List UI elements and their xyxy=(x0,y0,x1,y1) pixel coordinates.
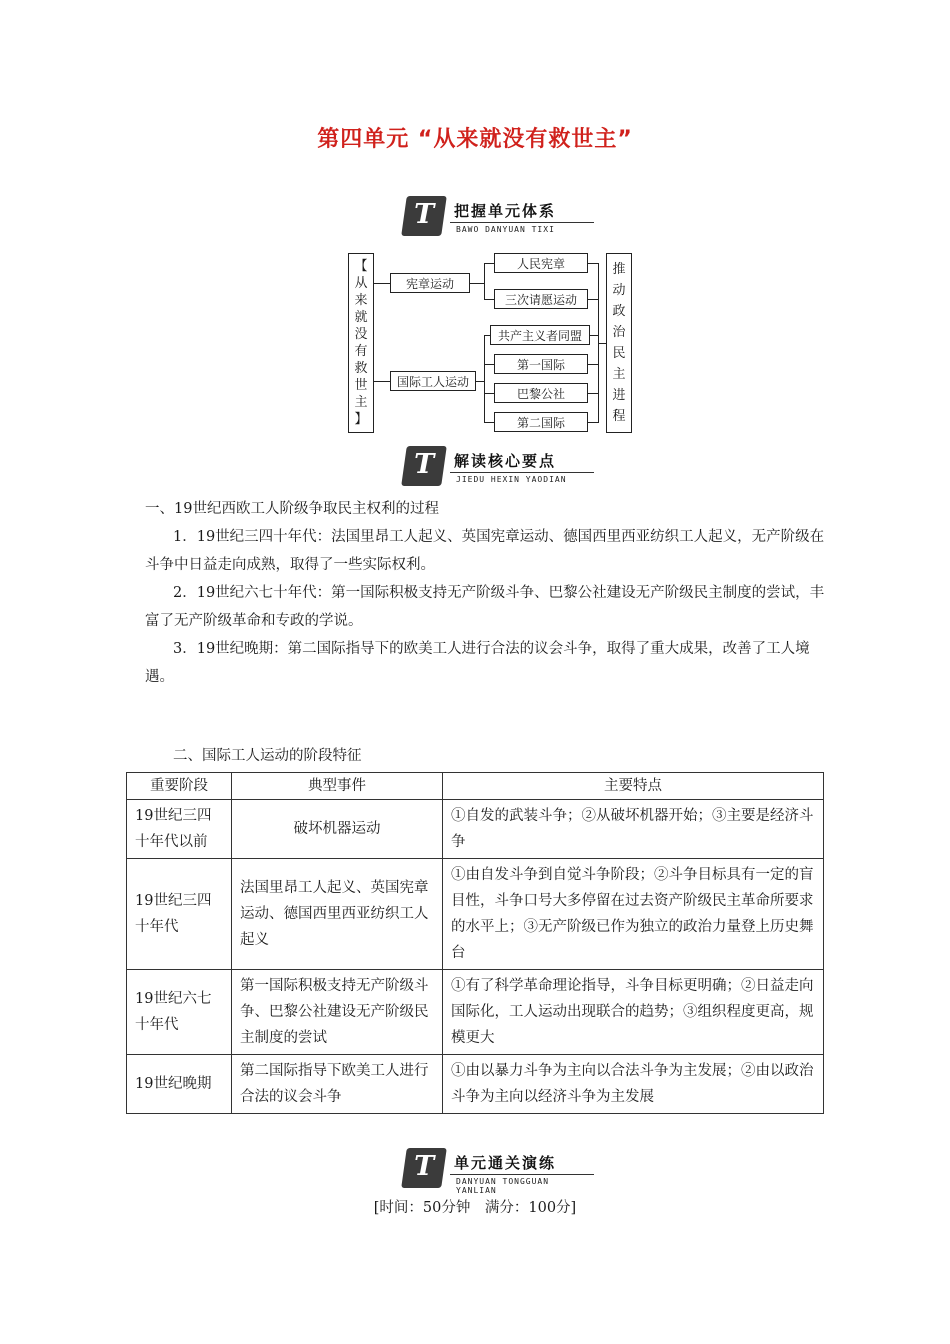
section-banner-system xyxy=(404,196,594,242)
section2-heading: 二、国际工人运动的阶段特征 xyxy=(173,748,362,764)
diagram-node-chartist: 宪章运动 xyxy=(390,273,470,293)
features-cell: ①有了科学革命理论指导，斗争目标更明确；②日益走向国际化，工人运动出现联合的趋势；③组织程度更高，规模更大 xyxy=(443,970,824,1055)
banner-title: 单元通关演练 xyxy=(454,1154,557,1172)
column-header: 典型事件 xyxy=(232,773,443,800)
event-cell: 第二国际指导下欧美工人进行合法的议会斗争 xyxy=(232,1055,443,1114)
banner-pinyin: DANYUAN TONGGUAN YANLIAN xyxy=(456,1177,550,1195)
features-cell: ①由以暴力斗争为主向以合法斗争为主发展；②由以政治斗争为主向以经济斗争为主发展 xyxy=(443,1055,824,1114)
diagram-leaf-second-international: 第二国际 xyxy=(494,412,588,432)
table-row xyxy=(127,859,824,970)
stage-cell: 19世纪六七十年代 xyxy=(127,970,232,1055)
unit-logo-icon: T xyxy=(401,196,447,236)
event-cell: 破坏机器运动 xyxy=(232,800,443,859)
column-header: 主要特点 xyxy=(443,773,824,800)
diagram-left-theme: 【 从 来 就 没 有 救 世 主 】 xyxy=(348,253,374,433)
stage-cell: 19世纪三四十年代 xyxy=(127,859,232,970)
features-cell: ①自发的武装斗争；②从破坏机器开始；③主要是经济斗争 xyxy=(443,800,824,859)
section1-item-1: 1．19世纪三四十年代：法国里昂工人起义、英国宪章运动、德国西里西亚纺织工人起义，无产阶级在斗争中日益走向成熟，取得了一些实际权利。 xyxy=(145,529,825,573)
diagram-right-outcome: 推 动 政 治 民 主 进 程 xyxy=(606,253,632,433)
event-cell: 法国里昂工人起义、英国宪章运动、德国西里西亚纺织工人起义 xyxy=(232,859,443,970)
table-row xyxy=(127,1055,824,1114)
diagram-node-international: 国际工人运动 xyxy=(390,371,476,391)
stage-cell: 19世纪三四十年代以前 xyxy=(127,800,232,859)
banner-title: 解读核心要点 xyxy=(454,452,557,470)
table-header-row xyxy=(127,773,824,800)
stage-features-table xyxy=(126,772,824,1114)
features-cell: ①由自发斗争到自觉斗争阶段；②斗争目标具有一定的盲目性，斗争口号大多停留在过去资产阶级民主革命所要求的水平上；③无产阶级已作为独立的政治力量登上历史舞台 xyxy=(443,859,824,970)
diagram-leaf-first-international: 第一国际 xyxy=(494,354,588,374)
section-banner-practice xyxy=(404,1148,594,1194)
exam-time-info: [时间：50分钟 满分：100分] xyxy=(373,1200,577,1216)
banner-pinyin: BAWO DANYUAN TIXI xyxy=(456,225,555,234)
section-banner-core xyxy=(404,446,594,492)
section1-heading: 一、19世纪西欧工人阶级争取民主权利的过程 xyxy=(145,501,439,517)
unit-structure-diagram xyxy=(330,248,640,438)
unit-logo-icon: T xyxy=(401,1148,447,1188)
section1-item-2: 2．19世纪六七十年代：第一国际积极支持无产阶级斗争、巴黎公社建设无产阶级民主制度的尝试，丰富了无产阶级革命和专政的学说。 xyxy=(145,585,825,629)
banner-title: 把握单元体系 xyxy=(454,202,557,220)
table-row xyxy=(127,970,824,1055)
table-row xyxy=(127,800,824,859)
diagram-leaf-communist-league: 共产主义者同盟 xyxy=(490,325,590,345)
column-header: 重要阶段 xyxy=(127,773,232,800)
banner-pinyin: JIEDU HEXIN YAODIAN xyxy=(456,475,567,484)
unit-logo-icon: T xyxy=(401,446,447,486)
event-cell: 第一国际积极支持无产阶级斗争、巴黎公社建设无产阶级民主制度的尝试 xyxy=(232,970,443,1055)
diagram-leaf-paris-commune: 巴黎公社 xyxy=(494,383,588,403)
diagram-leaf-peoples-charter: 人民宪章 xyxy=(494,253,588,273)
page-title: 第四单元 “从来就没有救世主” xyxy=(317,127,633,152)
section1-item-3: 3．19世纪晚期：第二国际指导下的欧美工人进行合法的议会斗争，取得了重大成果，改善了工人境遇。 xyxy=(145,641,810,685)
diagram-leaf-petitions: 三次请愿运动 xyxy=(494,289,588,309)
stage-cell: 19世纪晚期 xyxy=(127,1055,232,1114)
